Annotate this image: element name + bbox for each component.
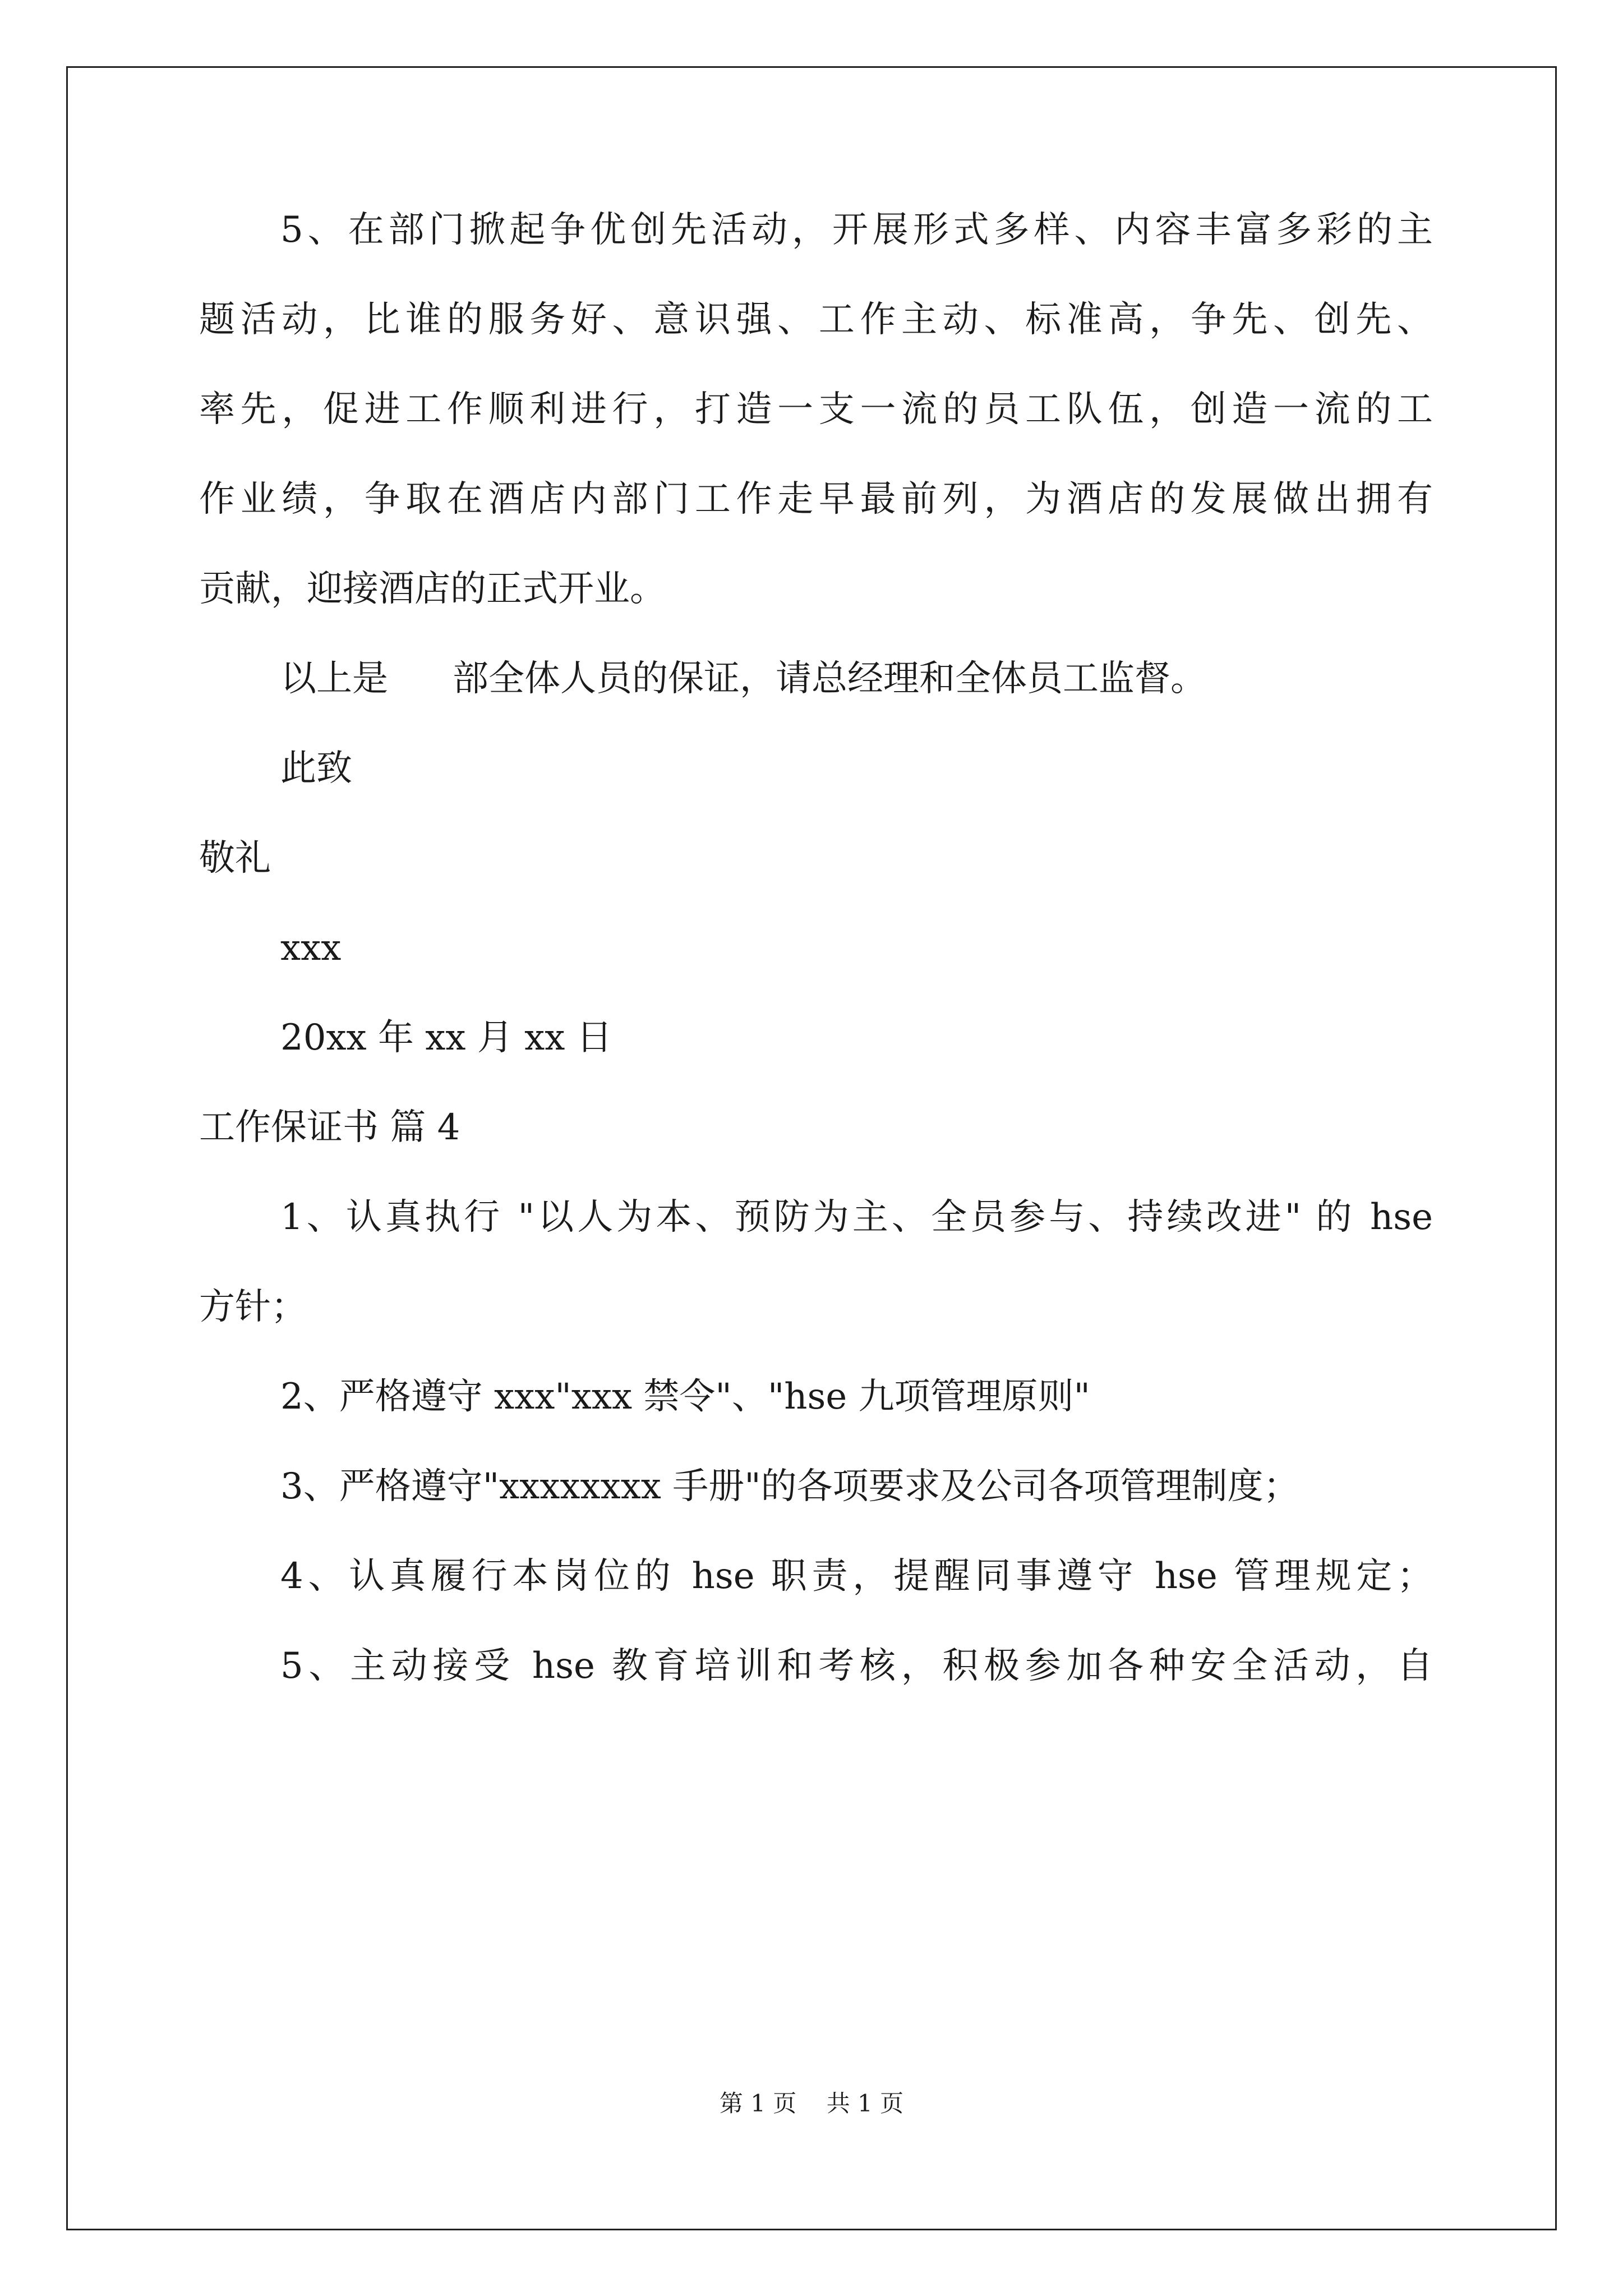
list-item-line: 4、认真履行本岗位的 hse 职责，提醒同事遵守 hse 管理规定；: [280, 1556, 1433, 1597]
closing-regards: 敬礼: [199, 838, 271, 879]
closing-salutation: 此致: [280, 748, 352, 789]
guarantee-statement-suffix: 部全体人员的保证，请总经理和全体员工监督。: [453, 658, 1206, 700]
paragraph-line: 题活动，比谁的服务好、意识强、工作主动、标准高，争先、创先、: [199, 299, 1433, 341]
signature-date: 20xx 年 xx 月 xx 日: [280, 1017, 612, 1059]
page-footer: 第 1 页 共 1 页: [719, 2090, 904, 2117]
section-heading: 工作保证书 篇 4: [199, 1107, 460, 1148]
list-item-line: 方针；: [199, 1286, 307, 1328]
paragraph-line: 贡献，迎接酒店的正式开业。: [199, 568, 666, 610]
paragraph-line: 率先，促进工作顺利进行，打造一支一流的员工队伍，创造一流的工: [199, 389, 1433, 430]
list-item-line: 3、严格遵守"xxxxxxxx 手册"的各项要求及公司各项管理制度；: [280, 1466, 1299, 1507]
list-item-line: 5、主动接受 hse 教育培训和考核，积极参加各种安全活动，自: [280, 1645, 1433, 1687]
guarantee-statement-line: [280, 656, 1206, 701]
guarantee-statement-prefix: 以上是: [280, 658, 388, 700]
list-item-line: 2、严格遵守 xxx"xxx 禁令"、"hse 九项管理原则": [280, 1376, 1090, 1418]
paragraph-line: 作业绩，争取在酒店内部门工作走早最前列，为酒店的发展做出拥有: [199, 478, 1433, 520]
list-item-line: 1、认真执行 "以人为本、预防为主、全员参与、持续改进" 的 hse: [280, 1197, 1433, 1238]
paragraph-line: 5、在部门掀起争优创先活动，开展形式多样、内容丰富多彩的主: [280, 209, 1433, 251]
signature-name: xxx: [280, 927, 342, 969]
